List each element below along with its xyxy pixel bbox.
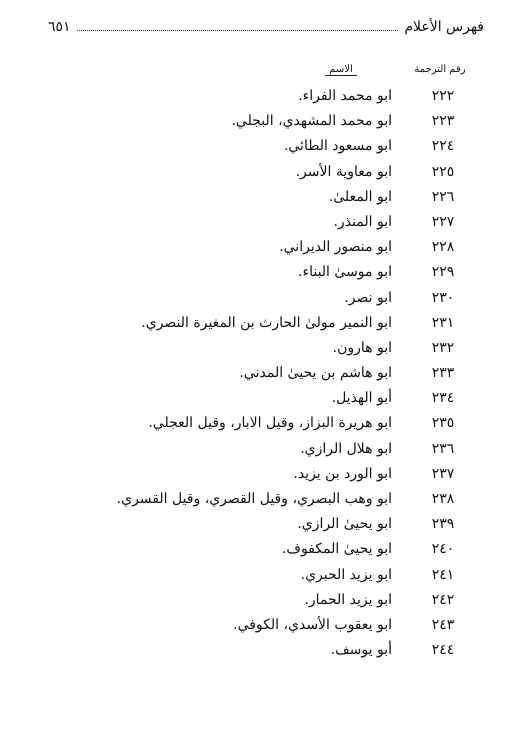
index-entry-row [0,640,516,665]
index-entry-row [0,363,516,388]
index-entry-row [0,439,516,464]
entry-number: ٢٢٨ [431,239,455,256]
index-entry-row [0,313,516,338]
entry-name: ابو يزيد الحمار. [304,591,392,608]
index-entry-row [0,615,516,640]
index-entry-row [0,162,516,187]
entry-name: ابو هلال الرازي. [300,440,392,457]
entry-name: ابو يعقوب الأسدي، الكوفي. [233,616,392,633]
entry-number: ٢٣٩ [431,516,455,533]
index-entry-row [0,288,516,313]
entry-number: ٢٢٤ [431,138,455,155]
index-entry-row [0,539,516,564]
index-entries [0,86,516,665]
entry-name: ابو محمد المشهدي، البجلي. [231,113,392,130]
entry-number: ٢٤٠ [431,541,455,558]
entry-name: ابو محمد الفراء. [298,88,392,104]
entry-name: ابو يحيىٰ المكفوف. [281,541,392,558]
entry-name: ابو وهب البصري، وقيل القصري، وقيل القسري. [116,491,392,507]
entry-name: ابو المعلىٰ. [328,188,392,205]
entry-name: أبو الهذيل. [331,390,392,407]
entry-number: ٢٣٥ [431,415,455,432]
entry-name: ابو موسىٰ البناء. [298,264,392,281]
column-header-name-label: الاسم [325,64,357,76]
entry-number: ٢٣٣ [431,365,455,382]
entry-name: ابو هارون. [332,339,392,356]
entry-number: ٢٢٥ [431,163,455,180]
entry-number: ٢٣٢ [431,339,455,356]
index-entry-row [0,565,516,590]
entry-number: ٢٤٣ [431,616,455,633]
column-header-number: رقم الترجمة [414,64,466,75]
page-number: ٦٥١ [48,19,71,35]
index-entry-row [0,464,516,489]
entry-number: ٢٣٨ [431,491,455,507]
entry-name: ابو الورد بن يزيد. [293,465,392,482]
entry-name: ابو معاوية الأسر. [295,163,392,180]
entry-number: ٢٣١ [431,314,455,331]
header-title: فهرس الأعلام [404,19,484,35]
entry-number: ٢٢٩ [431,264,455,281]
entry-number: ٢٢٢ [431,88,455,104]
entry-name: ابو النمير مولىٰ الحارث بن المغيرة النصري. [141,314,392,331]
header-leader-dots [77,30,399,31]
entry-name: ابو هاشم بن يحيىٰ المدني. [239,365,392,382]
index-entry-row [0,514,516,539]
entry-name: ابو يزيد الحبري. [300,566,392,583]
index-entry-row [0,212,516,237]
entry-number: ٢٤٤ [431,642,455,659]
entry-number: ٢٢٦ [431,188,455,205]
index-entry-row [0,413,516,438]
index-entry-row [0,590,516,615]
entry-name: أبو يوسف. [330,642,392,659]
entry-number: ٢٤٢ [431,591,455,608]
index-entry-row [0,86,516,111]
entry-name: ابو يحيىٰ الرازي. [297,516,392,533]
index-entry-row [0,237,516,262]
entry-number: ٢٢٣ [431,113,455,130]
entry-number: ٢٣٤ [431,390,455,407]
entry-number: ٢٤١ [431,566,455,583]
entry-name: ابو مسعود الطائي. [283,138,392,155]
entry-number: ٢٣٦ [431,440,455,457]
index-entry-row [0,489,516,514]
entry-name: ابو هريرة البزاز، وقيل الابار، وقيل العجلي. [148,415,392,432]
column-header-name [311,64,371,75]
index-entry-row [0,388,516,413]
entry-name: ابو منصور الديراني. [279,239,392,256]
entry-name: ابو نصر. [344,289,392,306]
entry-number: ٢٢٧ [431,213,455,230]
index-entry-row [0,111,516,136]
index-entry-row [0,262,516,287]
running-header [48,14,484,40]
index-entry-row [0,338,516,363]
entry-number: ٢٣٠ [431,289,455,306]
entry-name: ابو المنذر. [333,213,392,230]
index-entry-row [0,136,516,161]
column-headers [0,64,516,84]
entry-number: ٢٣٧ [431,465,455,482]
index-entry-row [0,187,516,212]
